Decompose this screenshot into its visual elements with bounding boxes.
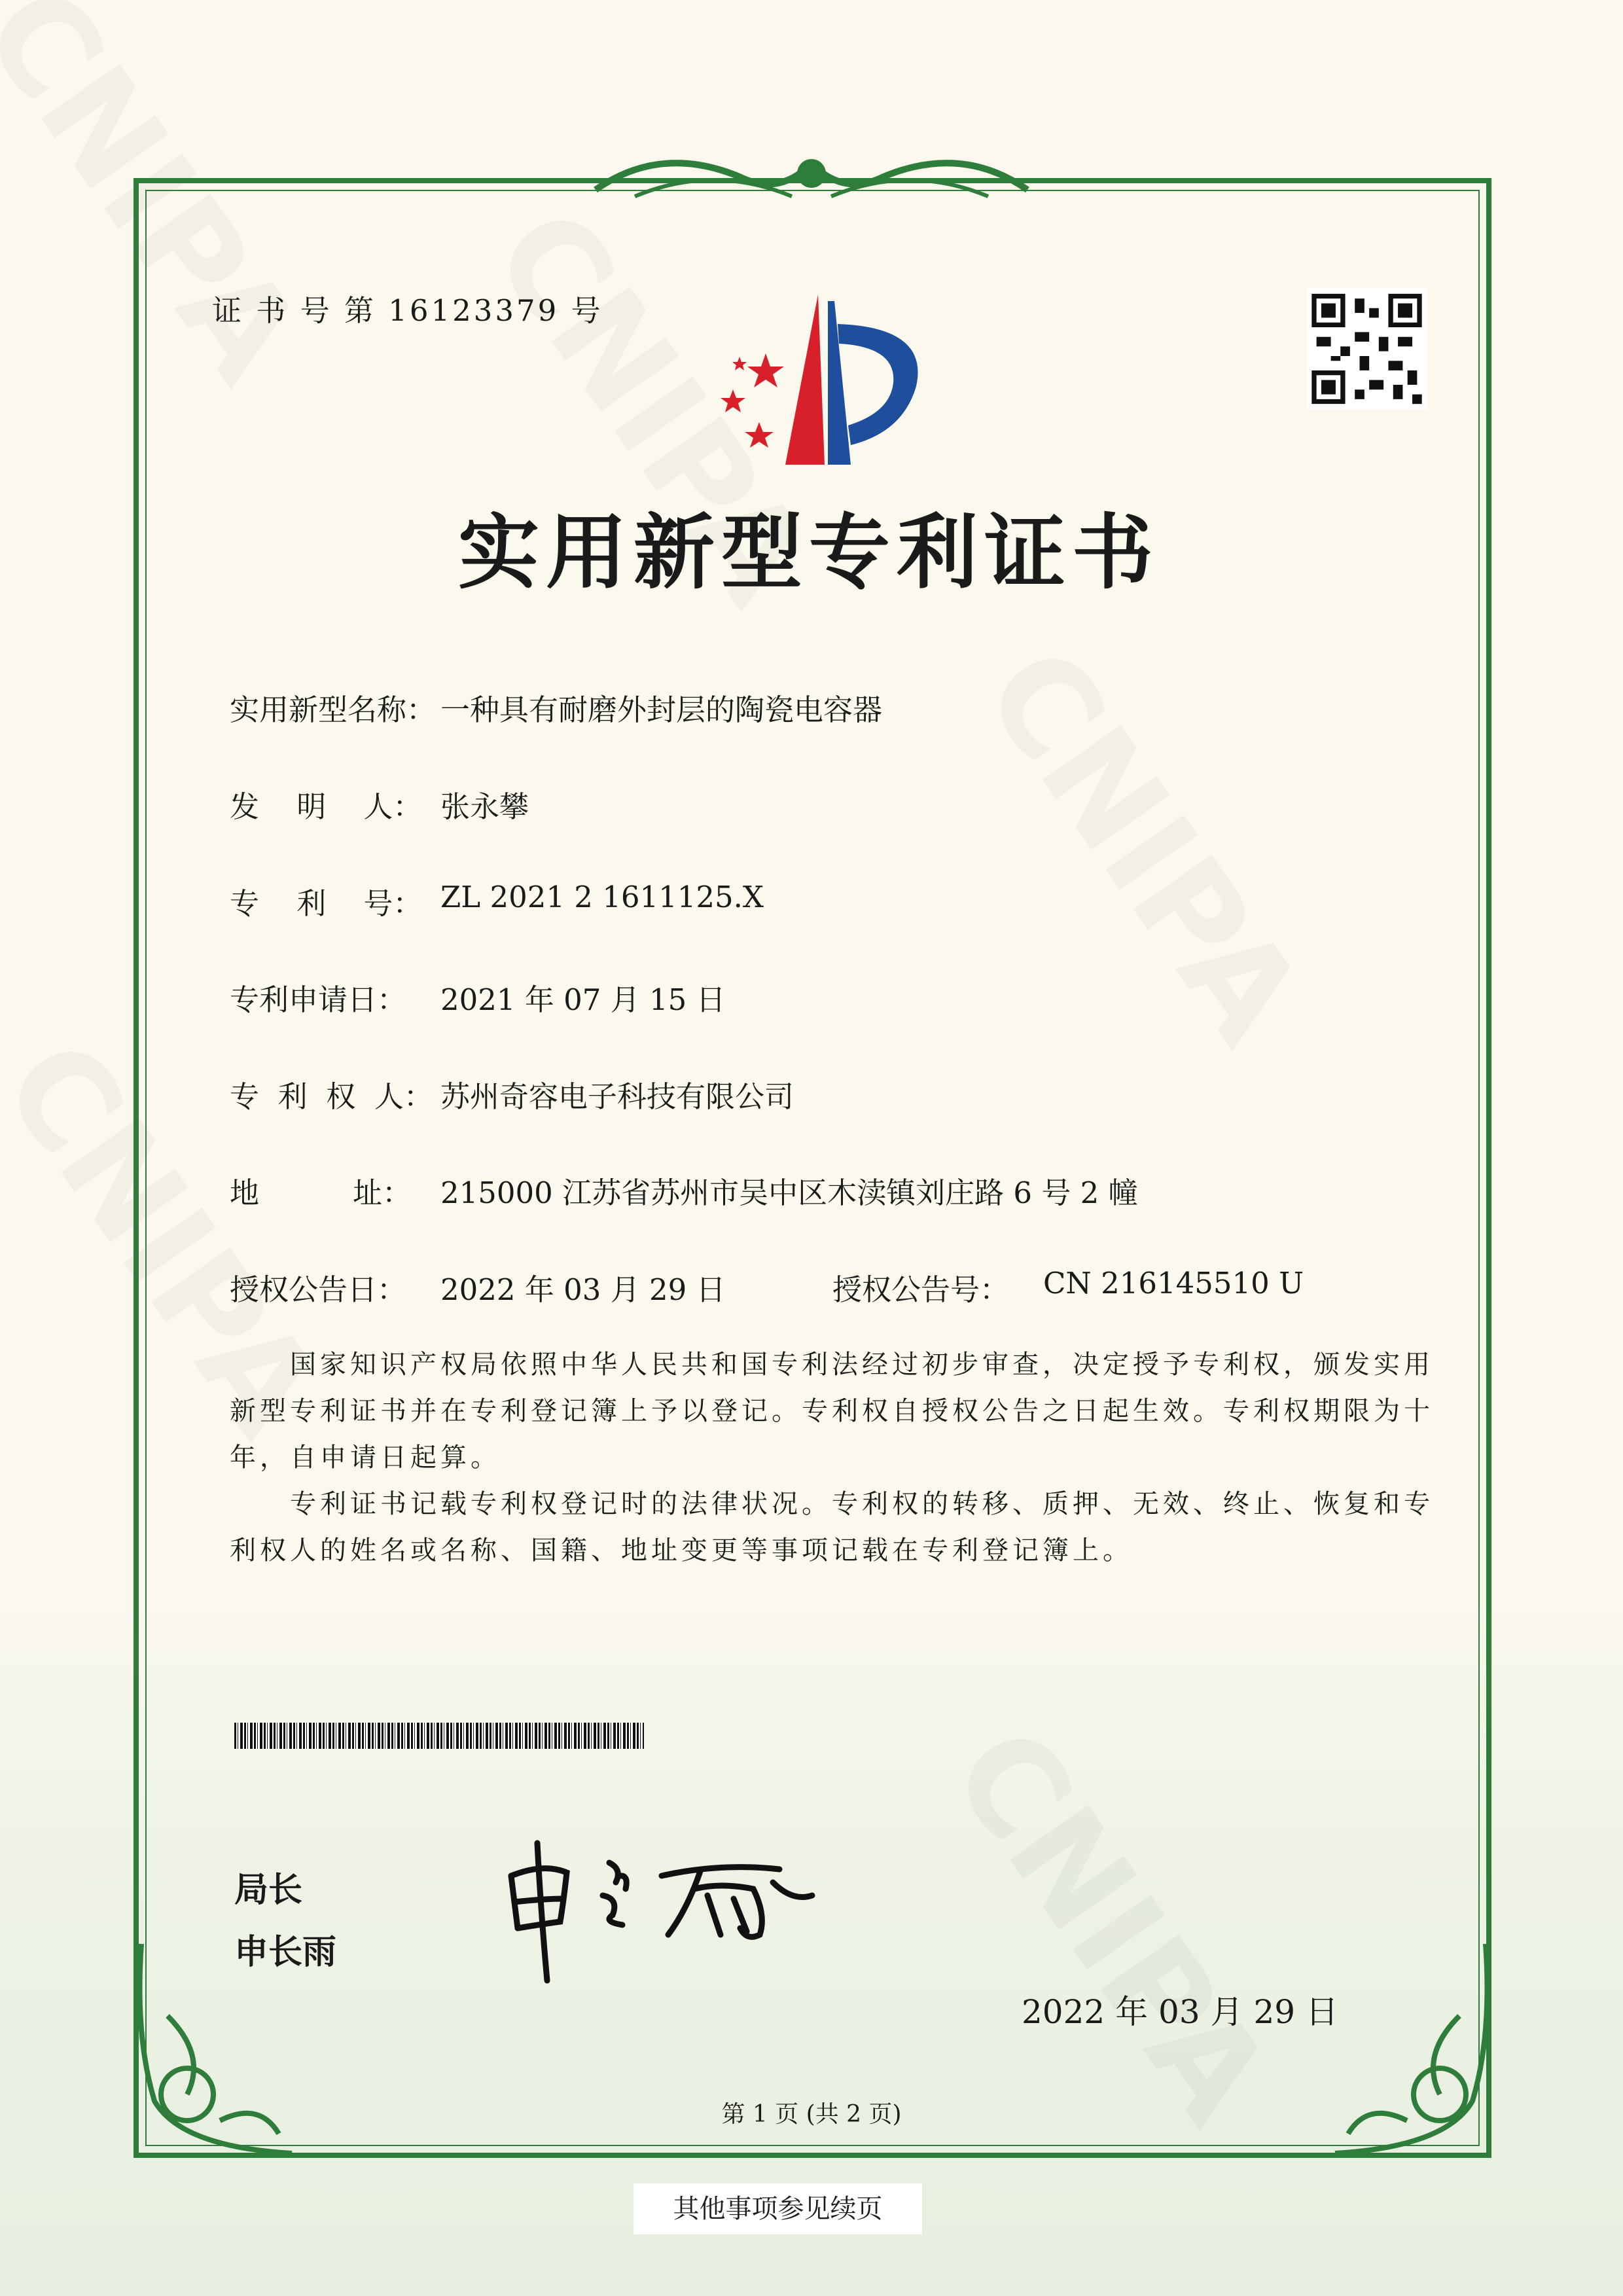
continued-note: 其他事项参见续页 [633, 2183, 922, 2234]
page-indicator: 第 1 页 (共 2 页) [721, 2101, 902, 2128]
field-value-utility-model-name: 一种具有耐磨外封层的陶瓷电容器 [440, 692, 883, 727]
certificate-statement [230, 1342, 1440, 1574]
field-label-address: 地 址： [230, 1175, 412, 1210]
issue-date: 2022 年 03 月 29 日 [1022, 1993, 1338, 2031]
ornament-corner-left-icon [128, 1937, 298, 2160]
barcode-icon [234, 1723, 644, 1749]
field-value-application-date: 2021 年 07 月 15 日 [440, 982, 726, 1017]
field-value-announcement-number: CN 216145510 U [1043, 1266, 1304, 1300]
ornament-top-icon [582, 137, 1041, 216]
field-value-inventor: 张永攀 [440, 789, 529, 824]
field-label-announcement-number: 授权公告号： [832, 1272, 1010, 1307]
statement-paragraph: 国家知识产权局依照中华人民共和国专利法经过初步审查，决定授予专利权，颁发实用新型专利证书并在专利登记簿上予以登记。专利权自授权公告之日起生效。专利权期限为十年，自申请日起算。 [230, 1350, 1434, 1473]
signatory-title: 局长 [234, 1871, 303, 1910]
field-label-utility-model-name: 实用新型名称： [230, 692, 437, 727]
certificate-title: 实用新型专利证书 [458, 505, 1160, 600]
field-label-patent-number: 专 利 号： [230, 886, 423, 921]
field-value-patentee: 苏州奇容电子科技有限公司 [440, 1079, 794, 1114]
field-label-grant-date: 授权公告日： [230, 1272, 407, 1307]
field-label-inventor: 发 明 人： [230, 789, 423, 824]
field-value-patent-number: ZL 2021 2 1611125.X [440, 880, 764, 914]
qr-code-icon [1307, 288, 1427, 410]
field-value-grant-date: 2022 年 03 月 29 日 [440, 1272, 726, 1307]
statement-paragraph: 专利证书记载专利权登记时的法律状况。专利权的转移、质押、无效、终止、恢复和专利权人的姓名或名称、国籍、地址变更等事项记载在专利登记簿上。 [230, 1489, 1434, 1566]
cnipa-logo-icon [694, 288, 936, 471]
signatory-name: 申长雨 [234, 1933, 337, 1972]
field-label-application-date: 专利申请日： [230, 982, 407, 1017]
field-label-patentee: 专 利 权 人： [230, 1079, 433, 1114]
certificate-number: 证 书 号 第 16123379 号 [212, 293, 603, 328]
field-value-address: 215000 江苏省苏州市吴中区木渎镇刘庄路 6 号 2 幢 [440, 1175, 1138, 1210]
handwritten-signature-icon [505, 1837, 832, 1987]
ornament-corner-right-icon [1329, 1937, 1499, 2160]
